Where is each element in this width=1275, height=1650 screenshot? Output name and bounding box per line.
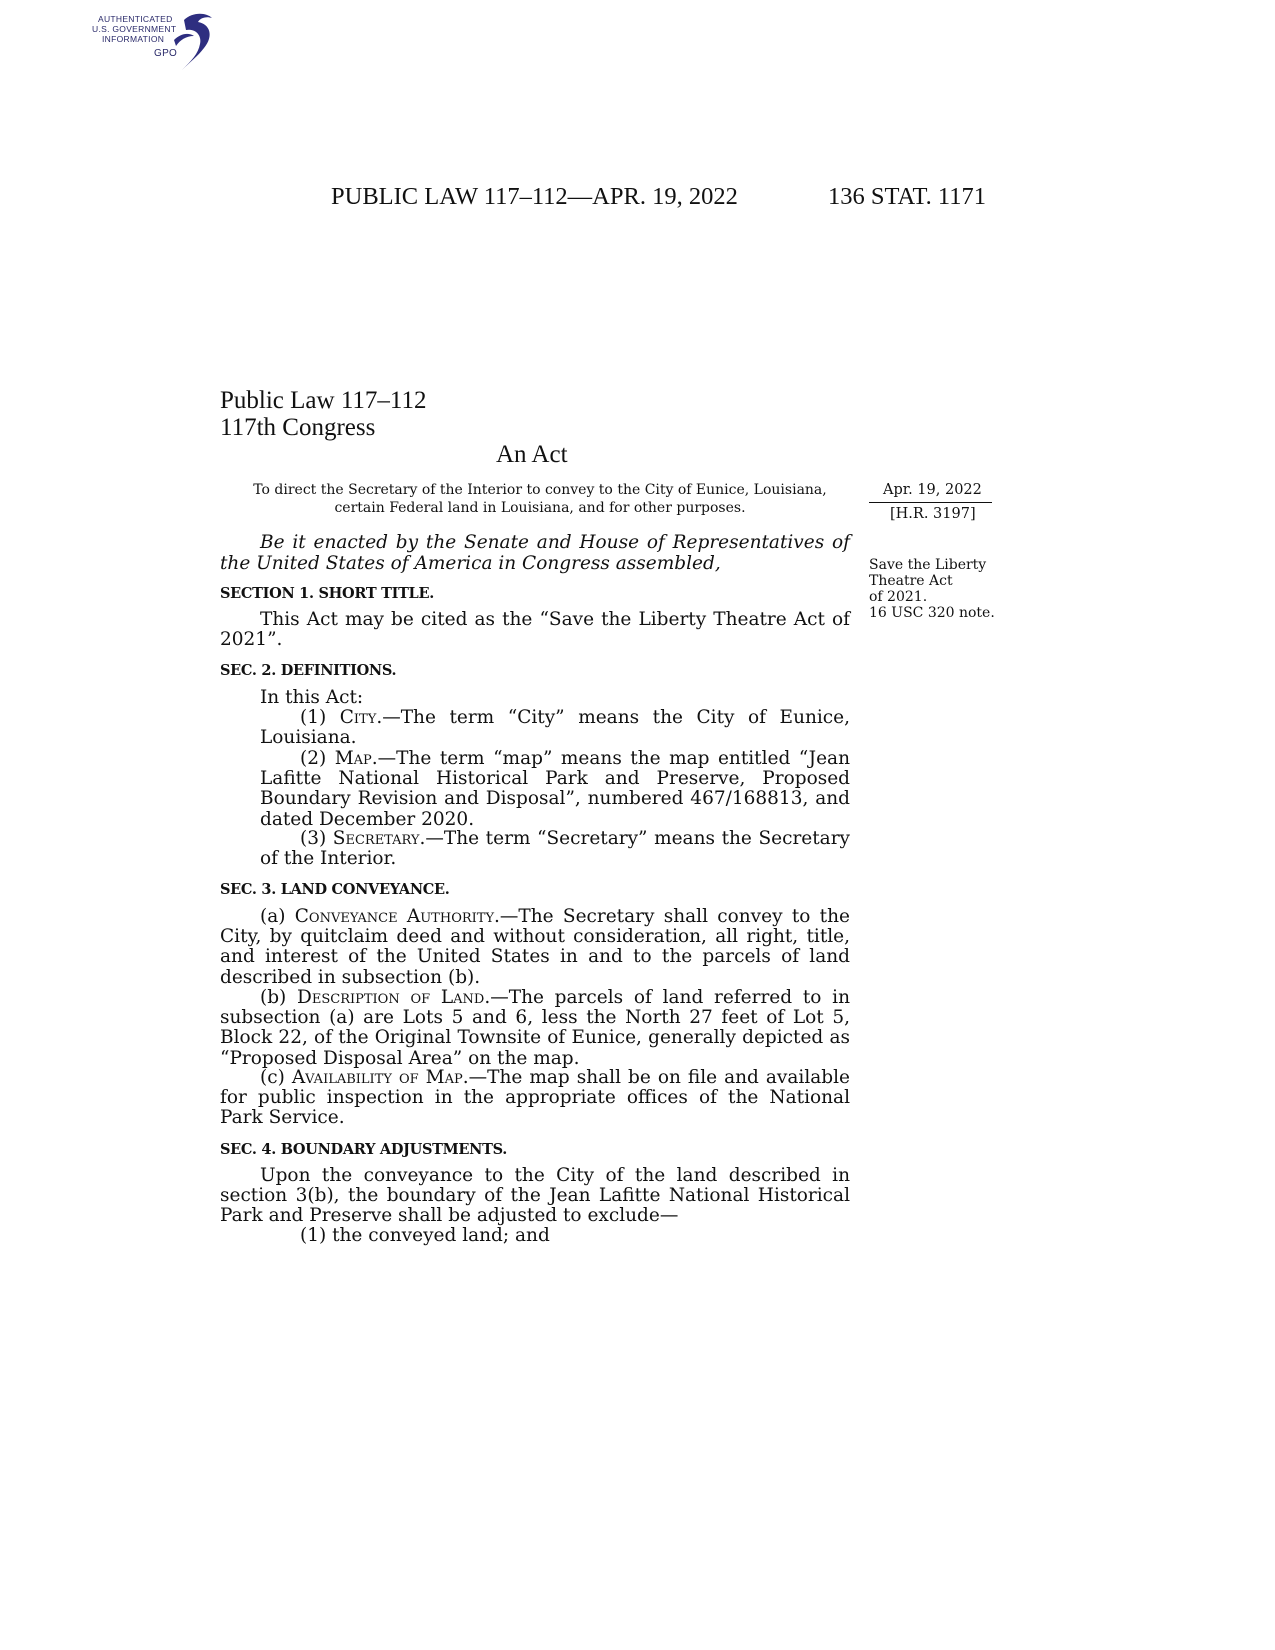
gpo-authentication-logo — [88, 8, 228, 78]
definition-secretary — [260, 829, 850, 869]
running-header-stat: 136 STAT. 1171 — [828, 183, 986, 210]
congress-number: 117th Congress — [220, 414, 376, 441]
section-3-heading: SEC. 3. LAND CONVEYANCE. — [220, 881, 450, 898]
margin-date: Apr. 19, 2022 — [883, 482, 982, 498]
logo-line-authenticated: AUTHENTICATED — [98, 14, 173, 24]
subsection-3c-text: .—The map shall be on file and available for public inspection in the appropriate offices of the National Park Service. — [220, 1067, 850, 1129]
section-4-text: Upon the conveyance to the City of the land described in section 3(b), the boundary of the Jean Lafitte National Historical Park and Preserve shall be adjusted to exclude— — [220, 1165, 850, 1227]
logo-line-information: INFORMATION — [102, 34, 165, 44]
section-4-paragraph-1: (1) the conveyed land; and — [300, 1225, 550, 1246]
definition-map — [260, 749, 850, 830]
subsection-3c-label: (c) — [260, 1067, 292, 1088]
purpose-line-2: certain Federal land in Louisiana, and for other purposes. — [334, 500, 746, 516]
section-1-heading: SECTION 1. SHORT TITLE. — [220, 585, 434, 602]
margin-usc-citation: 16 USC 320 note. — [869, 605, 995, 621]
enacting-clause: Be it enacted by the Senate and House of Representatives of the United States of America in Congress assembled, — [220, 532, 850, 574]
act-purpose — [228, 481, 852, 517]
margin-note-line-2: Theatre Act — [869, 573, 953, 589]
definition-secretary-text: .—The term “Secretary” means the Secretary of the Interior. — [260, 828, 850, 870]
subsection-3b — [220, 988, 850, 1069]
an-act-title: An Act — [496, 441, 568, 468]
logo-line-us-government: U.S. GOVERNMENT — [92, 24, 177, 34]
definition-map-term: Map — [334, 748, 372, 769]
public-law-number: Public Law 117–112 — [220, 387, 427, 414]
purpose-line-1: To direct the Secretary of the Interior to convey to the City of Eunice, Louisiana, — [253, 482, 827, 498]
definition-city-label: (1) — [300, 707, 340, 728]
subsection-3a-label: (a) — [260, 906, 295, 927]
subsection-3a — [220, 907, 850, 988]
margin-bill-number: [H.R. 3197] — [890, 506, 976, 522]
margin-divider — [869, 502, 992, 503]
margin-note-line-3: of 2021. — [869, 589, 928, 605]
definition-secretary-label: (3) — [300, 828, 333, 849]
subsection-3c — [220, 1068, 850, 1129]
subsection-3a-text: .—The Secretary shall convey to the City, by quitclaim deed and without consideration, all right, title, and interest of the United States in and to the parcels of land described in subsection (b). — [220, 906, 850, 988]
eagle-icon — [170, 10, 222, 76]
subsection-3c-term: Availability of Map — [291, 1067, 463, 1088]
subsection-3b-text: .—The parcels of land referred to in subsection (a) are Lots 5 and 6, less the North 27 feet of Lot 5, Block 22, of the Original Townsite of Eunice, generally depicted as “Proposed Disposal Area” on the map. — [220, 987, 850, 1069]
subsection-3b-label: (b) — [260, 987, 298, 1008]
margin-note-line-1: Save the Liberty — [869, 557, 987, 573]
section-2-heading: SEC. 2. DEFINITIONS. — [220, 662, 397, 679]
running-header-law-date: PUBLIC LAW 117–112—APR. 19, 2022 — [331, 183, 738, 210]
section-4-heading: SEC. 4. BOUNDARY ADJUSTMENTS. — [220, 1141, 508, 1158]
logo-gpo-text: GPO — [154, 48, 178, 59]
definition-secretary-term: Secretary — [332, 828, 420, 849]
definition-map-label: (2) — [300, 748, 335, 769]
definition-map-text: .—The term “map” means the map entitled “Jean Lafitte National Historical Park and Preserve, Proposed Boundary Revision and Disposal”, numbered 467/168813, and dated December 2020. — [260, 748, 850, 830]
section-2-intro: In this Act: — [260, 687, 364, 708]
section-1-text: This Act may be cited as the “Save the Liberty Theatre Act of 2021”. — [220, 609, 850, 651]
definition-city-text: .—The term “City” means the City of Eunice, Louisiana. — [260, 707, 851, 749]
subsection-3a-term: Conveyance Authority — [294, 906, 495, 927]
definition-city-term: City — [339, 707, 377, 728]
definition-city — [260, 708, 850, 748]
subsection-3b-term: Description of Land — [297, 987, 485, 1008]
